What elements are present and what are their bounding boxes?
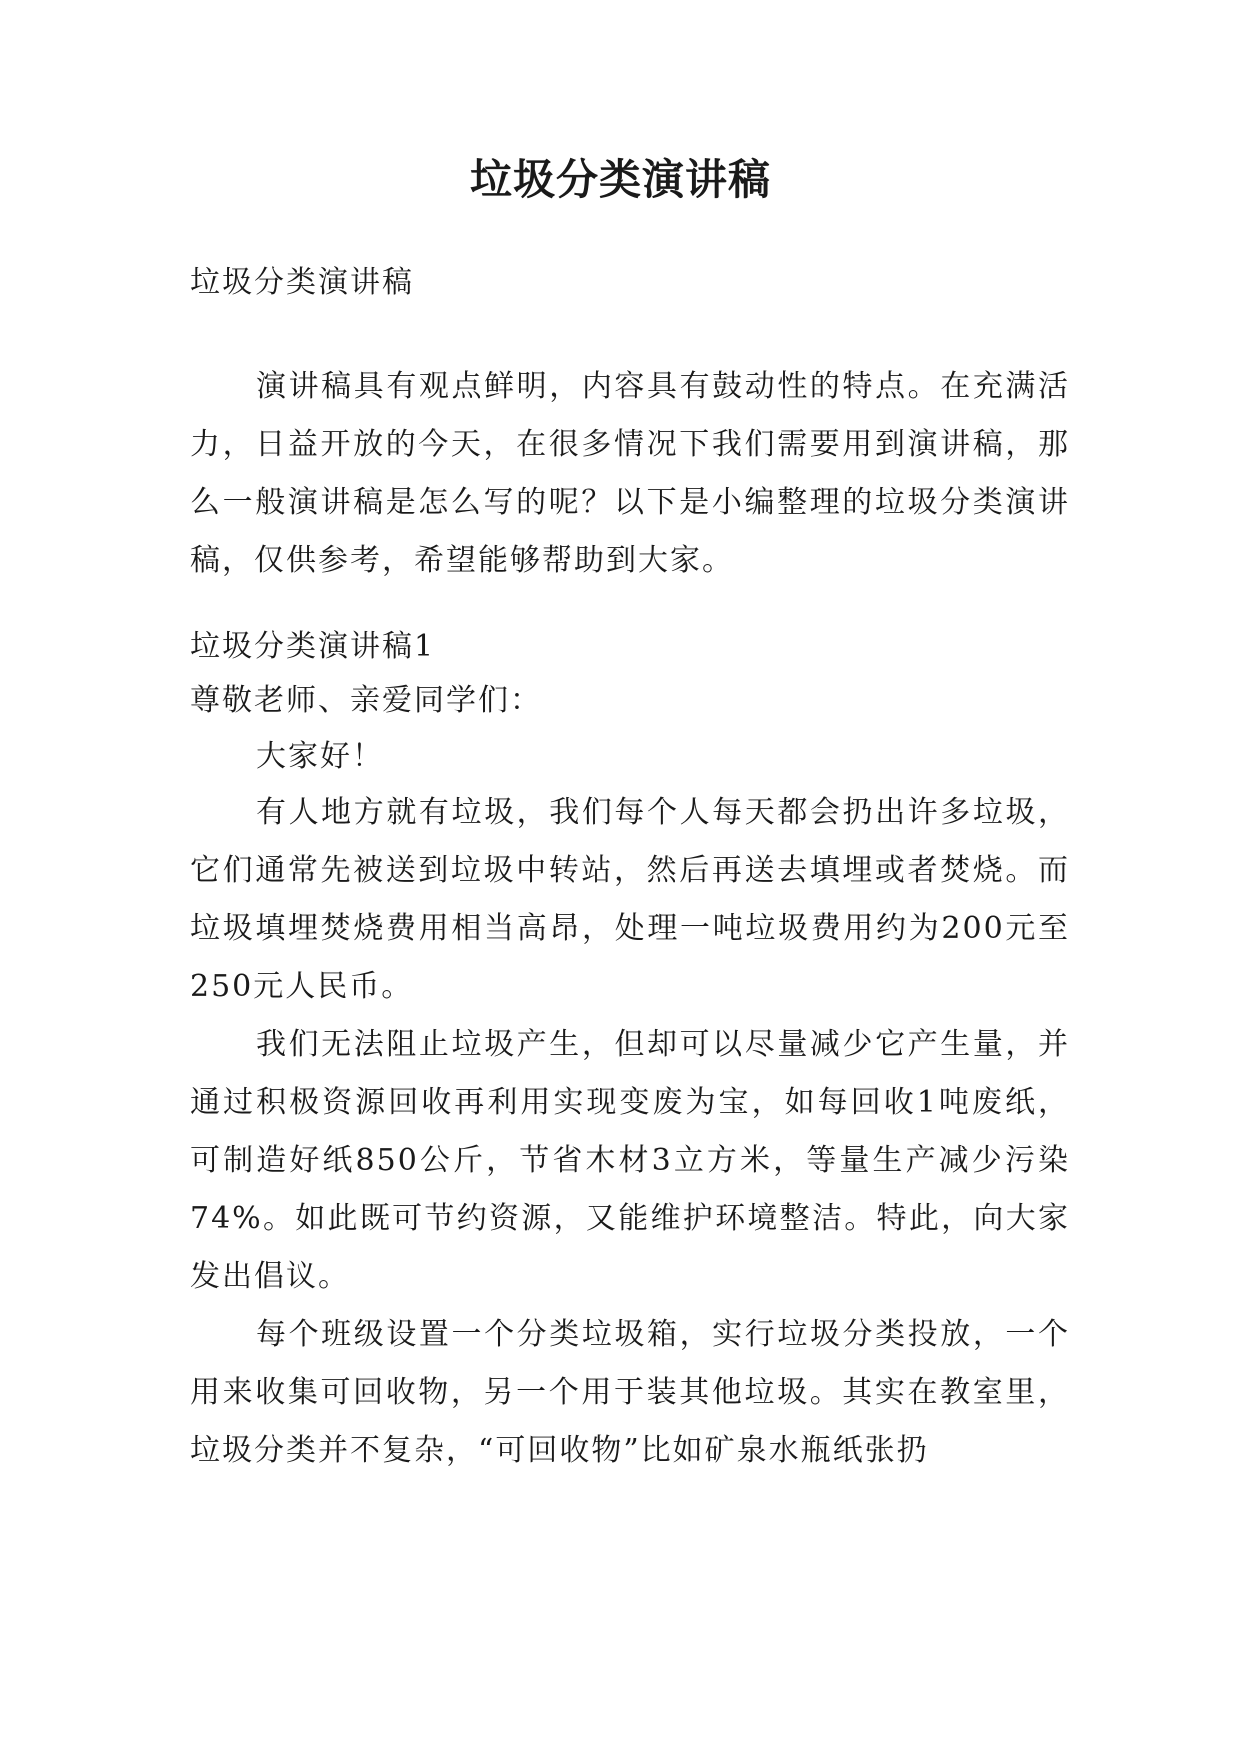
intro-paragraph: 演讲稿具有观点鲜明，内容具有鼓动性的特点。在充满活力，日益开放的今天，在很多情况下我们需要用到演讲稿，那么一般演讲稿是怎么写的呢？以下是小编整理的垃圾分类演讲稿，仅供参考，希望能够帮助到大家。: [190, 369, 1070, 578]
body-paragraph: 我们无法阻止垃圾产生，但却可以尽量减少它产生量，并通过积极资源回收再利用实现变废为宝，如每回收1吨废纸，可制造好纸850公斤，节省木材3立方米，等量生产减少污染74%。如此既可节约资源，又能维护环境整洁。特此，向大家发出倡议。: [190, 1027, 1070, 1294]
body-paragraph: 有人地方就有垃圾，我们每个人每天都会扔出许多垃圾，它们通常先被送到垃圾中转站，然后再送去填埋或者焚烧。而垃圾填埋焚烧费用相当高昂，处理一吨垃圾费用约为200元至250元人民币。: [190, 795, 1070, 1004]
salutation: 尊敬老师、亲爱同学们：: [190, 683, 542, 718]
body-paragraph: 每个班级设置一个分类垃圾箱，实行垃圾分类投放，一个用来收集可回收物，另一个用于装其他垃圾。其实在教室里，垃圾分类并不复杂，“可回收物”比如矿泉水瓶纸张扔: [190, 1317, 1070, 1468]
document-title: 垃圾分类演讲稿: [469, 155, 771, 204]
document-subtitle: 垃圾分类演讲稿: [190, 265, 414, 300]
greeting: 大家好！: [256, 739, 384, 774]
section-heading: 垃圾分类演讲稿1: [190, 629, 436, 664]
